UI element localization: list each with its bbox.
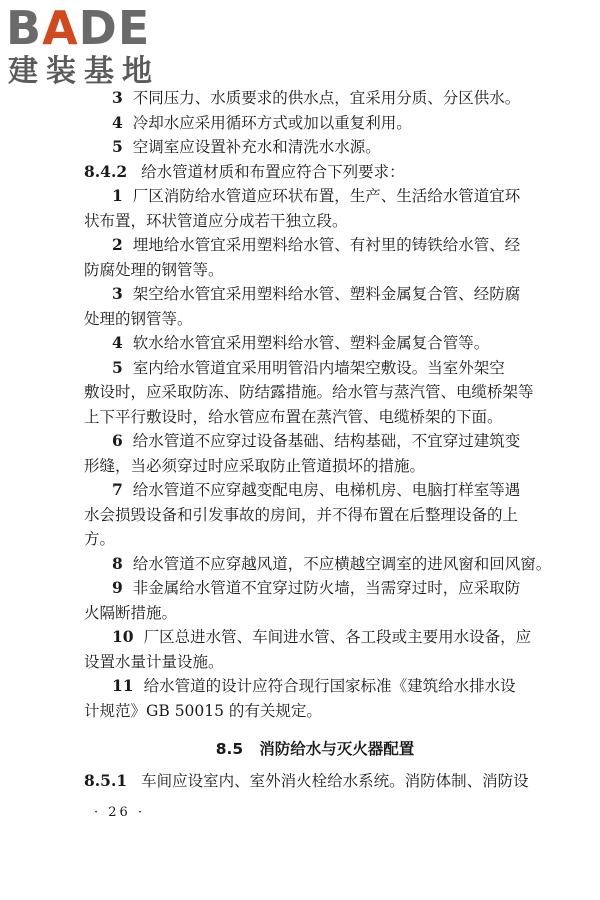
text-line (84, 307, 546, 332)
line-text: 厂区消防给水管道应环状布置，生产、生活给水管道宜环 (132, 187, 521, 205)
line-text: 计规范》GB 50015 的有关规定。 (84, 701, 322, 720)
clause-number: 3 (112, 88, 123, 107)
line-text: 水会损毁设备和引发事故的房间，并不得布置在后整理设备的上 (84, 505, 519, 524)
line-text: 形缝，当必须穿过时应采取防止管道损坏的措施。 (84, 456, 426, 475)
text-line (84, 135, 546, 160)
clause-heading (84, 769, 546, 794)
text-line (84, 356, 546, 381)
text-line (84, 674, 546, 699)
text-line (84, 380, 546, 405)
line-text: 设置水量计量设施。 (84, 652, 224, 671)
line-text: 不同压力、水质要求的供水点，宜采用分质、分区供水。 (132, 89, 521, 107)
text-line (84, 258, 546, 283)
text-line (84, 331, 546, 356)
line-text: 给水管道材质和布置应符合下列要求： (141, 162, 405, 181)
text-line (84, 625, 546, 650)
clause-number: 5 (112, 137, 123, 156)
clause-number: 5 (112, 357, 123, 377)
clause-number: 11 (112, 676, 134, 695)
line-text: 火隔断措施。 (84, 603, 178, 622)
line-text: 软水给水管宜采用塑料给水管、塑料金属复合管等。 (132, 334, 490, 352)
text-line (84, 527, 546, 552)
line-text: 防腐处理的钢管等。 (84, 260, 224, 279)
clause-number: 3 (112, 284, 123, 303)
line-text: 给水管道不应穿过设备基础、结构基础，不宜穿过建筑变 (132, 432, 521, 450)
line-text: 埋地给水管宜采用塑料给水管、有衬里的铸铁给水管、经 (132, 236, 521, 254)
clause-number: 4 (112, 112, 123, 132)
text-line (84, 699, 546, 724)
clause-heading (84, 160, 546, 185)
clause-number: 9 (112, 578, 123, 597)
logo-subtitle: 建装基地 (8, 54, 160, 89)
page-number: · 26 · (94, 805, 146, 820)
text-line (84, 601, 546, 626)
text-line (84, 209, 546, 234)
line-text: 上下平行敷设时，给水管应布置在蒸汽管、电缆桥架的下面。 (84, 407, 503, 426)
section-number: 8.5 (215, 740, 244, 758)
section-heading (84, 737, 546, 759)
text-line (84, 86, 546, 111)
line-text: 给水管道不应穿越风道，不应横越空调室的进风窗和回风窗。 (132, 554, 552, 573)
line-text: 处理的钢管等。 (84, 309, 193, 328)
clause-number: 2 (112, 235, 123, 254)
clause-number: 4 (112, 333, 123, 352)
line-text: 给水管道的设计应符合现行国家标准《建筑给水排水设 (143, 677, 516, 695)
text-line (84, 454, 546, 479)
text-line (84, 233, 546, 258)
logo-wordmark: BADE (6, 1, 151, 55)
line-text: 室内给水管道宜采用明管沿内墙架空敷设。当室外架空 (132, 358, 505, 377)
clause-number: 10 (112, 627, 134, 646)
bade-logo (6, 1, 176, 92)
line-text: 非金属给水管道不宜穿过防火墙，当需穿过时，应采取防 (132, 579, 521, 597)
line-text: 厂区总进水管、车间进水管、各工段或主要用水设备，应 (143, 628, 532, 646)
line-text: 空调室应设置补充水和清洗水水源。 (132, 138, 381, 156)
clause-number: 8 (112, 553, 123, 573)
clause-number: 8.4.2 (84, 161, 128, 181)
clause-number: 7 (112, 480, 123, 499)
clause-number: 1 (112, 186, 123, 205)
text-line (84, 503, 546, 528)
text-line (84, 478, 546, 503)
section-title: 消防给水与灭火器配置 (259, 740, 415, 758)
line-text: 给水管道不应穿越变配电房、电梯机房、电脑打样室等遇 (132, 481, 521, 499)
line-text: 状布置，环状管道应分成若干独立段。 (84, 211, 348, 230)
text-line (84, 111, 546, 136)
document-body (84, 86, 552, 794)
line-text: 敷设时，应采取防冻、防结露措施。给水管与蒸汽管、电缆桥架等 (84, 383, 534, 401)
clause-number: 8.5.1 (84, 771, 128, 790)
line-text: 架空给水管宜采用塑料给水管、塑料金属复合管、经防腐 (132, 285, 521, 303)
line-text: 车间应设室内、室外消火栓给水系统。消防体制、消防设 (141, 772, 529, 790)
text-line (84, 184, 546, 209)
text-line (84, 576, 546, 601)
text-line (84, 650, 546, 675)
line-text: 冷却水应采用循环方式或加以重复利用。 (132, 113, 412, 132)
text-line (84, 552, 552, 577)
line-text: 方。 (84, 530, 116, 548)
text-line (84, 282, 546, 307)
clause-number: 6 (112, 431, 123, 450)
text-line (84, 405, 546, 430)
text-line (84, 429, 546, 454)
